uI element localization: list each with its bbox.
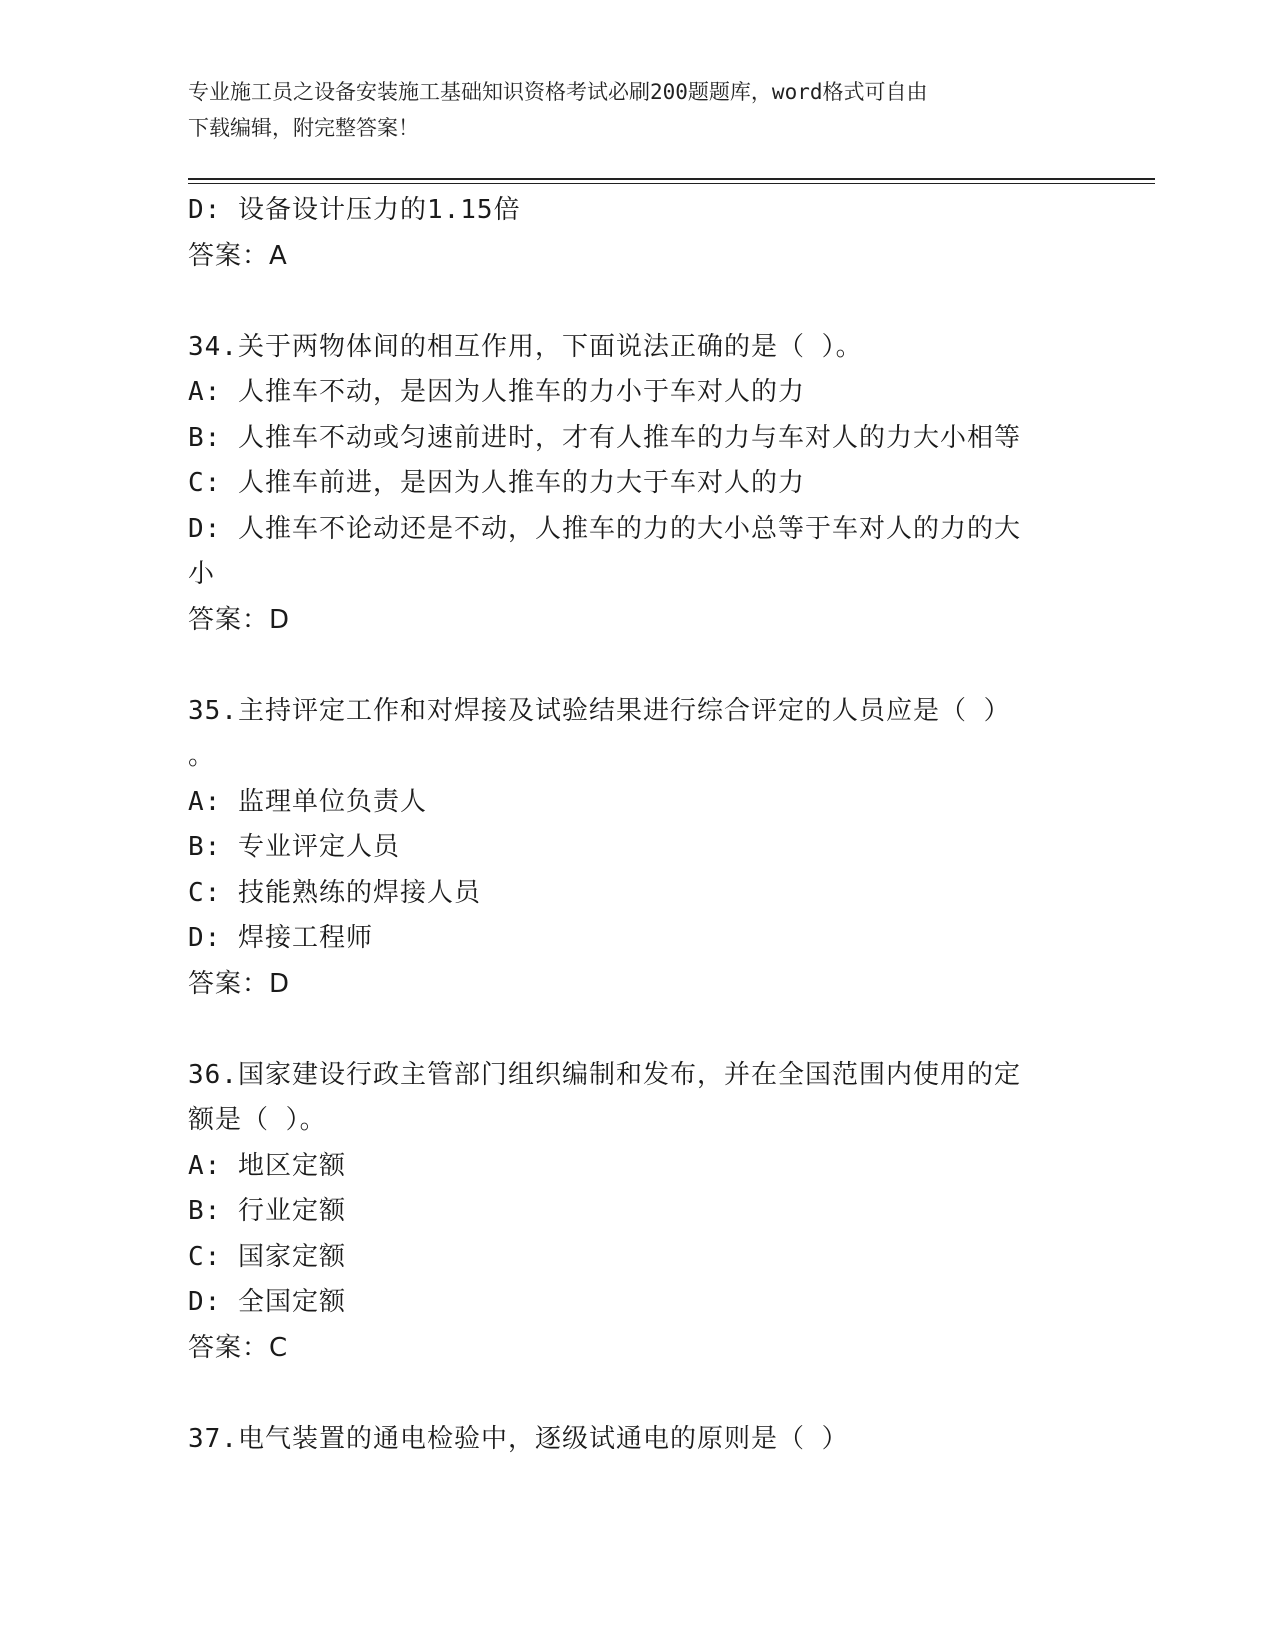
document-body [188,188,1078,1462]
option-a: A: 人推车不动，是因为人推车的力小于车对人的力 [188,377,805,407]
question-stem: 35.主持评定工作和对焊接及试验结果进行综合评定的人员应是（ ） [188,695,1011,726]
header-rule-thick [188,178,1155,180]
option-a: A: 地区定额 [188,1150,346,1181]
question-stem-continued: 额是（ ）。 [188,1105,327,1135]
option-b: B: 人推车不动或匀速前进时，才有人推车的力与车对人的力大小相等 [188,422,1021,453]
question-34 [188,325,1078,644]
question-35 [188,689,1078,1008]
header-line-2: 下载编辑，附完整答案！ [188,116,419,140]
option-c: C: 人推车前进，是因为人推车的力大于车对人的力 [188,468,805,498]
document-header [188,74,1068,146]
answer: 答案：D [188,968,291,999]
question-37 [188,1417,1078,1463]
question-stem: 34.关于两物体间的相互作用，下面说法正确的是（ ）。 [188,331,863,362]
option-c: C: 国家定额 [188,1241,346,1272]
option-d: D: 设备设计压力的1.15倍 [188,195,521,225]
option-c: C: 技能熟练的焊接人员 [188,877,481,908]
option-d-continued: 小 [188,559,216,589]
option-d: D: 焊接工程师 [188,923,373,953]
question-stem: 36.国家建设行政主管部门组织编制和发布，并在全国范围内使用的定 [188,1059,1021,1090]
answer: 答案：C [188,1332,289,1363]
header-rule-thin [188,183,1155,184]
answer: 答案：A [188,240,288,271]
option-d: D: 全国定额 [188,1287,346,1317]
option-d: D: 人推车不论动还是不动，人推车的力的大小总等于车对人的力的大 [188,513,1021,544]
answer: 答案：D [188,604,291,635]
header-line-1: 专业施工员之设备安装施工基础知识资格考试必刷200题题库，word格式可自由 [188,80,928,104]
option-b: B: 专业评定人员 [188,832,400,862]
prev-question [188,188,1078,279]
question-stem: 37.电气装置的通电检验中，逐级试通电的原则是（ ） [188,1423,849,1454]
question-36 [188,1053,1078,1372]
option-a: A: 监理单位负责人 [188,786,427,817]
question-stem-continued: 。 [188,741,216,771]
option-b: B: 行业定额 [188,1196,346,1226]
